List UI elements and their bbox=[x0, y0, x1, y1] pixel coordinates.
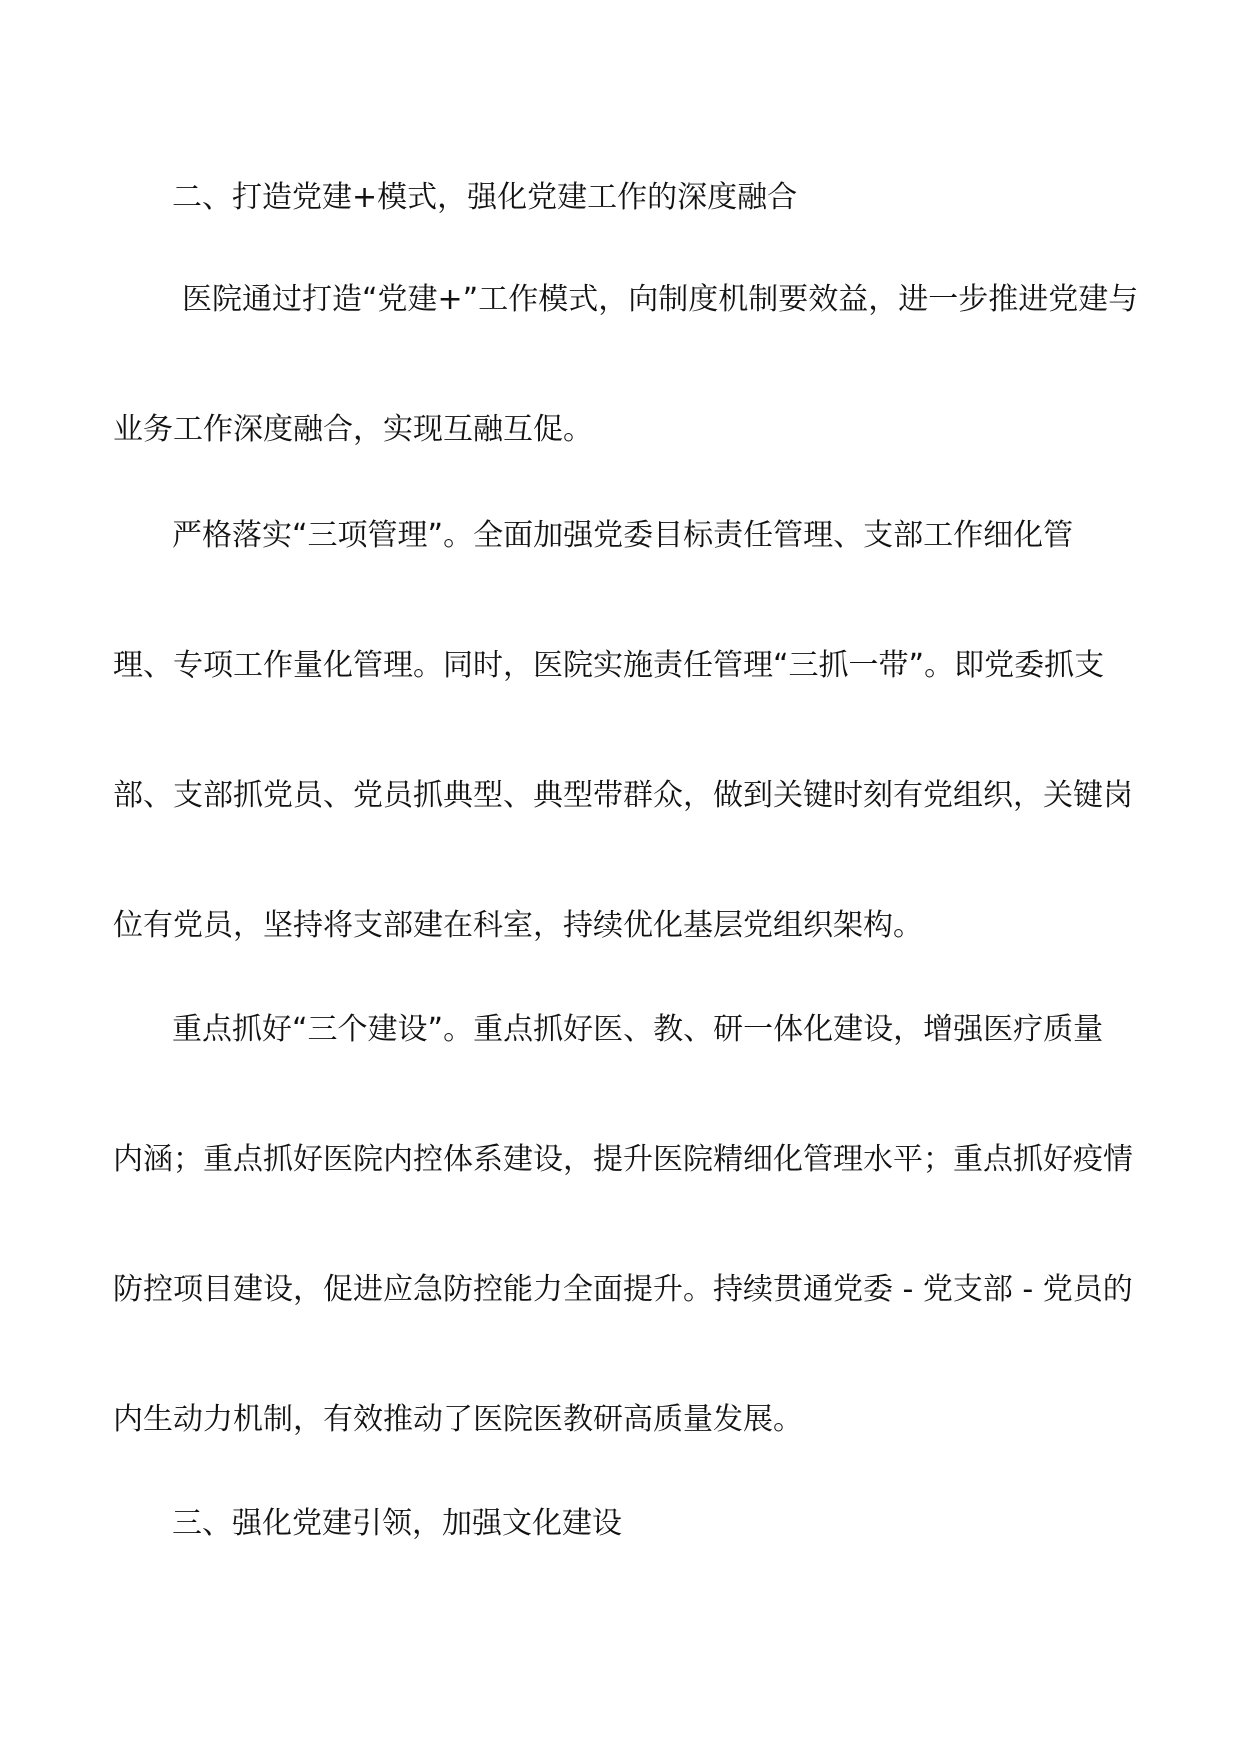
section-heading-2: 二、打造党建+模式，强化党建工作的深度融合 bbox=[172, 180, 798, 215]
paragraph-3-line-4: 内生动力机制，有效推动了医院医教研高质量发展。 bbox=[113, 1402, 803, 1437]
paragraph-1-line-2: 业务工作深度融合，实现互融互促。 bbox=[113, 412, 593, 447]
paragraph-3-line-1: 重点抓好“三个建设”。重点抓好医、教、研一体化建设，增强医疗质量 bbox=[172, 1012, 1104, 1047]
section-heading-3: 三、强化党建引领，加强文化建设 bbox=[172, 1506, 622, 1541]
paragraph-3-line-2: 内涵；重点抓好医院内控体系建设，提升医院精细化管理水平；重点抓好疫情 bbox=[113, 1142, 1133, 1177]
paragraph-2-line-1: 严格落实“三项管理”。全面加强党委目标责任管理、支部工作细化管 bbox=[172, 518, 1074, 553]
paragraph-1-line-1: 医院通过打造“党建+”工作模式，向制度机制要效益，进一步推进党建与 bbox=[182, 282, 1139, 317]
paragraph-2-line-2: 理、专项工作量化管理。同时，医院实施责任管理“三抓一带”。即党委抓支 bbox=[113, 648, 1105, 683]
paragraph-2-line-3: 部、支部抓党员、党员抓典型、典型带群众，做到关键时刻有党组织，关键岗 bbox=[113, 778, 1133, 813]
paragraph-2-line-4: 位有党员，坚持将支部建在科室，持续优化基层党组织架构。 bbox=[113, 908, 923, 943]
paragraph-3-line-3: 防控项目建设，促进应急防控能力全面提升。持续贯通党委 - 党支部 - 党员的 bbox=[113, 1272, 1133, 1307]
